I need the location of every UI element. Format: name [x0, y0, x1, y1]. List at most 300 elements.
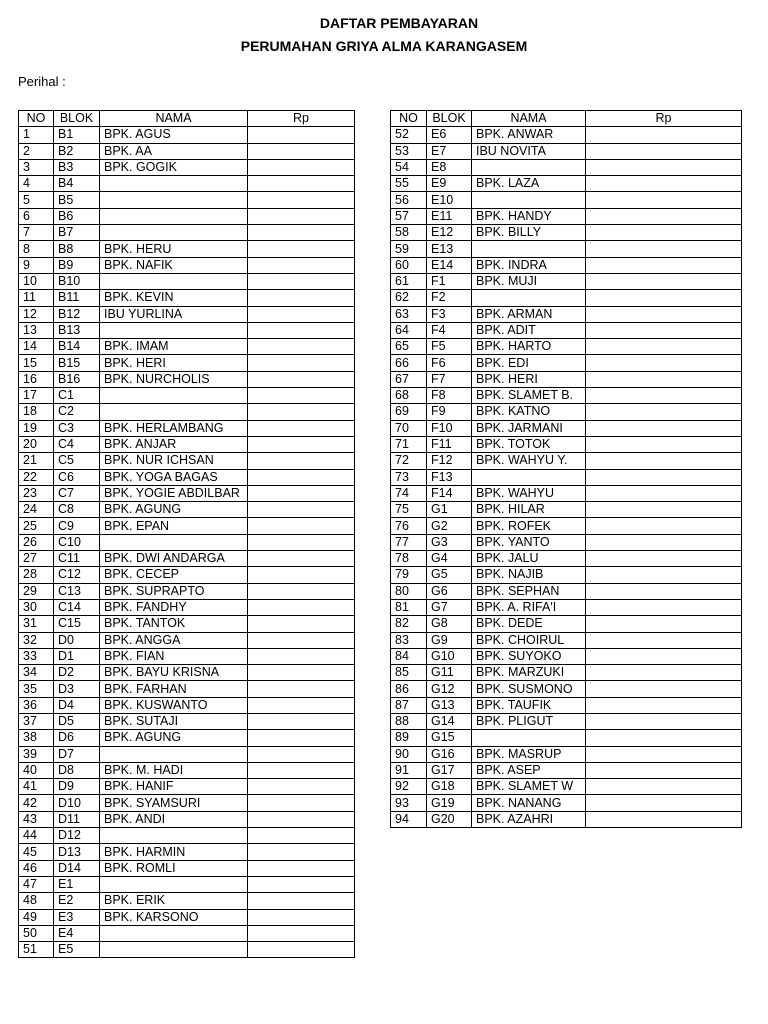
cell-no: 12 [19, 306, 54, 322]
cell-rp [248, 860, 355, 876]
cell-blok: C7 [54, 485, 100, 501]
cell-no: 54 [391, 159, 427, 175]
cell-nama: BPK. AGUNG [100, 502, 248, 518]
cell-nama: BPK. BAYU KRISNA [100, 665, 248, 681]
cell-blok: C13 [54, 583, 100, 599]
table-row [19, 779, 355, 795]
cell-blok: G10 [427, 648, 472, 664]
header-nama: NAMA [100, 111, 248, 127]
table-row [19, 713, 355, 729]
header-rp: Rp [586, 111, 742, 127]
header-blok: BLOK [427, 111, 472, 127]
cell-blok: D1 [54, 648, 100, 664]
cell-rp [586, 583, 742, 599]
cell-blok: E6 [427, 127, 472, 143]
cell-nama: BPK. HERLAMBANG [100, 420, 248, 436]
cell-no: 78 [391, 551, 427, 567]
cell-blok: G2 [427, 518, 472, 534]
cell-rp [248, 404, 355, 420]
cell-rp [248, 632, 355, 648]
table-row [19, 762, 355, 778]
cell-no: 91 [391, 762, 427, 778]
cell-blok: F8 [427, 388, 472, 404]
cell-nama: BPK. NURCHOLIS [100, 371, 248, 387]
cell-no: 55 [391, 176, 427, 192]
table-row [391, 453, 742, 469]
cell-nama [472, 469, 586, 485]
cell-blok: C9 [54, 518, 100, 534]
cell-nama: BPK. ANJAR [100, 436, 248, 452]
cell-rp [248, 811, 355, 827]
cell-nama: BPK. M. HADI [100, 762, 248, 778]
cell-no: 76 [391, 518, 427, 534]
cell-nama: BPK. ROMLI [100, 860, 248, 876]
cell-no: 70 [391, 420, 427, 436]
cell-nama [100, 208, 248, 224]
cell-nama [100, 176, 248, 192]
table-row [391, 681, 742, 697]
table-row [391, 404, 742, 420]
cell-rp [248, 420, 355, 436]
cell-rp [248, 762, 355, 778]
cell-nama: BPK. JARMANI [472, 420, 586, 436]
cell-rp [248, 257, 355, 273]
cell-rp [586, 762, 742, 778]
cell-no: 20 [19, 436, 54, 452]
cell-rp [248, 241, 355, 257]
cell-rp [586, 322, 742, 338]
table-row [19, 811, 355, 827]
cell-rp [586, 225, 742, 241]
cell-no: 72 [391, 453, 427, 469]
cell-nama: BPK. BILLY [472, 225, 586, 241]
cell-nama: BPK. HERU [100, 241, 248, 257]
cell-no: 79 [391, 567, 427, 583]
table-row [391, 746, 742, 762]
cell-blok: F7 [427, 371, 472, 387]
cell-blok: D12 [54, 828, 100, 844]
table-row [19, 404, 355, 420]
cell-blok: E7 [427, 143, 472, 159]
cell-rp [586, 339, 742, 355]
cell-no: 57 [391, 208, 427, 224]
cell-rp [248, 567, 355, 583]
cell-blok: G16 [427, 746, 472, 762]
table-row [19, 648, 355, 664]
cell-no: 7 [19, 225, 54, 241]
table-row [391, 371, 742, 387]
cell-nama: BPK. INDRA [472, 257, 586, 273]
cell-no: 3 [19, 159, 54, 175]
table-row [19, 241, 355, 257]
cell-no: 38 [19, 730, 54, 746]
table-row [391, 127, 742, 143]
cell-no: 6 [19, 208, 54, 224]
cell-nama [472, 241, 586, 257]
cell-no: 80 [391, 583, 427, 599]
cell-blok: G18 [427, 779, 472, 795]
cell-blok: B12 [54, 306, 100, 322]
table-row [19, 502, 355, 518]
cell-no: 83 [391, 632, 427, 648]
cell-no: 59 [391, 241, 427, 257]
cell-rp [586, 388, 742, 404]
cell-no: 67 [391, 371, 427, 387]
cell-rp [586, 599, 742, 615]
cell-no: 50 [19, 925, 54, 941]
cell-blok: D5 [54, 713, 100, 729]
cell-nama: BPK. YANTO [472, 534, 586, 550]
cell-nama: BPK. IMAM [100, 339, 248, 355]
cell-rp [586, 567, 742, 583]
header-nama: NAMA [472, 111, 586, 127]
cell-blok: D0 [54, 632, 100, 648]
cell-blok: B11 [54, 290, 100, 306]
cell-no: 17 [19, 388, 54, 404]
cell-blok: E5 [54, 942, 100, 958]
cell-blok: C8 [54, 502, 100, 518]
table-row [391, 648, 742, 664]
cell-rp [248, 322, 355, 338]
cell-no: 21 [19, 453, 54, 469]
cell-rp [586, 518, 742, 534]
cell-no: 65 [391, 339, 427, 355]
table-row [391, 713, 742, 729]
table-row [19, 257, 355, 273]
cell-nama: BPK. SUYOKO [472, 648, 586, 664]
cell-blok: C10 [54, 534, 100, 550]
cell-rp [248, 290, 355, 306]
cell-blok: B6 [54, 208, 100, 224]
table-row [391, 518, 742, 534]
cell-blok: E9 [427, 176, 472, 192]
cell-rp [586, 713, 742, 729]
cell-blok: F14 [427, 485, 472, 501]
cell-no: 23 [19, 485, 54, 501]
cell-nama: BPK. AGUS [100, 127, 248, 143]
cell-nama: BPK. MUJI [472, 273, 586, 289]
cell-nama: BPK. EDI [472, 355, 586, 371]
table-row [19, 469, 355, 485]
table-row [391, 257, 742, 273]
table-row [19, 290, 355, 306]
cell-no: 58 [391, 225, 427, 241]
cell-blok: B10 [54, 273, 100, 289]
cell-no: 82 [391, 616, 427, 632]
cell-blok: C4 [54, 436, 100, 452]
cell-nama: BPK. SUSMONO [472, 681, 586, 697]
cell-no: 84 [391, 648, 427, 664]
table-row [19, 795, 355, 811]
cell-no: 62 [391, 290, 427, 306]
table-row [19, 551, 355, 567]
cell-rp [586, 485, 742, 501]
cell-rp [248, 681, 355, 697]
cell-nama: BPK. HANDY [472, 208, 586, 224]
cell-blok: G5 [427, 567, 472, 583]
table-row [19, 893, 355, 909]
payment-table-right [390, 110, 742, 828]
cell-nama: BPK. GOGIK [100, 159, 248, 175]
cell-nama: BPK. FARHAN [100, 681, 248, 697]
table-row [19, 420, 355, 436]
cell-no: 26 [19, 534, 54, 550]
cell-nama: BPK. A. RIFA'I [472, 599, 586, 615]
cell-rp [248, 436, 355, 452]
cell-blok: E4 [54, 925, 100, 941]
cell-nama: BPK. SUTAJI [100, 713, 248, 729]
table-row [19, 876, 355, 892]
cell-no: 25 [19, 518, 54, 534]
cell-rp [248, 159, 355, 175]
cell-no: 51 [19, 942, 54, 958]
cell-blok: G4 [427, 551, 472, 567]
cell-no: 48 [19, 893, 54, 909]
cell-rp [248, 534, 355, 550]
cell-rp [586, 404, 742, 420]
cell-blok: G6 [427, 583, 472, 599]
cell-nama [100, 322, 248, 338]
cell-no: 71 [391, 436, 427, 452]
table-row [19, 485, 355, 501]
cell-blok: B4 [54, 176, 100, 192]
cell-rp [248, 844, 355, 860]
cell-nama [100, 225, 248, 241]
cell-no: 45 [19, 844, 54, 860]
cell-nama: BPK. HERI [100, 355, 248, 371]
cell-nama: BPK. DEDE [472, 616, 586, 632]
cell-nama: IBU YURLINA [100, 306, 248, 322]
table-row [19, 436, 355, 452]
cell-nama: BPK. NANANG [472, 795, 586, 811]
cell-rp [248, 127, 355, 143]
table-row [19, 192, 355, 208]
cell-rp [248, 583, 355, 599]
cell-blok: C14 [54, 599, 100, 615]
table-row [19, 860, 355, 876]
cell-nama: BPK. JALU [472, 551, 586, 567]
cell-no: 86 [391, 681, 427, 697]
cell-nama: BPK. MARZUKI [472, 665, 586, 681]
cell-no: 93 [391, 795, 427, 811]
table-row [391, 273, 742, 289]
cell-nama [472, 290, 586, 306]
cell-blok: B2 [54, 143, 100, 159]
cell-blok: F12 [427, 453, 472, 469]
cell-nama [100, 828, 248, 844]
cell-no: 75 [391, 502, 427, 518]
cell-blok: B14 [54, 339, 100, 355]
cell-no: 81 [391, 599, 427, 615]
cell-no: 19 [19, 420, 54, 436]
cell-no: 27 [19, 551, 54, 567]
cell-no: 10 [19, 273, 54, 289]
cell-no: 33 [19, 648, 54, 664]
cell-nama: BPK. KARSONO [100, 909, 248, 925]
table-row [19, 518, 355, 534]
cell-rp [248, 192, 355, 208]
cell-blok: C2 [54, 404, 100, 420]
table-row [19, 225, 355, 241]
cell-nama: BPK. AA [100, 143, 248, 159]
cell-no: 47 [19, 876, 54, 892]
cell-no: 63 [391, 306, 427, 322]
table-row [391, 697, 742, 713]
cell-rp [586, 665, 742, 681]
cell-no: 43 [19, 811, 54, 827]
cell-blok: E2 [54, 893, 100, 909]
cell-no: 37 [19, 713, 54, 729]
cell-blok: G11 [427, 665, 472, 681]
table-row [391, 339, 742, 355]
cell-blok: B15 [54, 355, 100, 371]
cell-blok: B9 [54, 257, 100, 273]
cell-nama: BPK. SUPRAPTO [100, 583, 248, 599]
table-row [19, 599, 355, 615]
cell-no: 74 [391, 485, 427, 501]
cell-nama [100, 942, 248, 958]
table-row [19, 534, 355, 550]
cell-nama: BPK. AZAHRI [472, 811, 586, 827]
cell-blok: G12 [427, 681, 472, 697]
table-row [19, 322, 355, 338]
cell-blok: F5 [427, 339, 472, 355]
cell-blok: E11 [427, 208, 472, 224]
cell-no: 28 [19, 567, 54, 583]
cell-rp [248, 225, 355, 241]
cell-rp [586, 192, 742, 208]
cell-blok: F13 [427, 469, 472, 485]
cell-rp [586, 290, 742, 306]
table-header-row [391, 111, 742, 127]
table-row [391, 762, 742, 778]
table-row [19, 176, 355, 192]
cell-no: 44 [19, 828, 54, 844]
cell-rp [248, 779, 355, 795]
cell-nama: BPK. HILAR [472, 502, 586, 518]
header-no: NO [19, 111, 54, 127]
table-row [19, 127, 355, 143]
table-row [391, 225, 742, 241]
cell-no: 73 [391, 469, 427, 485]
cell-rp [248, 665, 355, 681]
cell-blok: D4 [54, 697, 100, 713]
cell-nama: IBU NOVITA [472, 143, 586, 159]
table-row [391, 192, 742, 208]
cell-blok: G14 [427, 713, 472, 729]
cell-rp [586, 795, 742, 811]
table-row [19, 942, 355, 958]
cell-blok: B5 [54, 192, 100, 208]
cell-nama: BPK. NUR ICHSAN [100, 453, 248, 469]
cell-rp [586, 469, 742, 485]
cell-rp [586, 306, 742, 322]
table-row [391, 420, 742, 436]
table-row [391, 388, 742, 404]
header-rp: Rp [248, 111, 355, 127]
table-header-row [19, 111, 355, 127]
cell-nama: BPK. ASEP [472, 762, 586, 778]
table-row [391, 795, 742, 811]
table-row [19, 306, 355, 322]
cell-rp [586, 730, 742, 746]
cell-blok: C1 [54, 388, 100, 404]
table-row [19, 388, 355, 404]
cell-nama [100, 192, 248, 208]
cell-no: 92 [391, 779, 427, 795]
table-row [391, 322, 742, 338]
cell-nama: BPK. NAFIK [100, 257, 248, 273]
table-row [391, 502, 742, 518]
table-row [19, 697, 355, 713]
table-row [19, 567, 355, 583]
header-blok: BLOK [54, 111, 100, 127]
cell-no: 11 [19, 290, 54, 306]
cell-rp [586, 273, 742, 289]
perihal-label: Perihal : [18, 74, 66, 89]
cell-rp [586, 648, 742, 664]
cell-nama: BPK. PLIGUT [472, 713, 586, 729]
cell-nama: BPK. SEPHAN [472, 583, 586, 599]
cell-rp [248, 273, 355, 289]
cell-rp [586, 746, 742, 762]
table-row [19, 828, 355, 844]
cell-rp [586, 436, 742, 452]
cell-no: 64 [391, 322, 427, 338]
table-row [19, 371, 355, 387]
cell-blok: G8 [427, 616, 472, 632]
table-row [391, 143, 742, 159]
cell-nama: BPK. WAHYU Y. [472, 453, 586, 469]
document-subtitle: PERUMAHAN GRIYA ALMA KARANGASEM [240, 38, 528, 54]
table-row [391, 551, 742, 567]
cell-no: 32 [19, 632, 54, 648]
cell-nama: BPK. FANDHY [100, 599, 248, 615]
cell-nama: BPK. HERI [472, 371, 586, 387]
cell-blok: D2 [54, 665, 100, 681]
table-row [391, 469, 742, 485]
cell-no: 56 [391, 192, 427, 208]
cell-nama: BPK. TANTOK [100, 616, 248, 632]
cell-nama: BPK. TAUFIK [472, 697, 586, 713]
cell-blok: G17 [427, 762, 472, 778]
cell-blok: D3 [54, 681, 100, 697]
cell-rp [248, 502, 355, 518]
cell-blok: E8 [427, 159, 472, 175]
cell-nama: BPK. ANDI [100, 811, 248, 827]
cell-no: 39 [19, 746, 54, 762]
cell-nama [472, 192, 586, 208]
cell-nama [100, 404, 248, 420]
cell-rp [586, 534, 742, 550]
cell-blok: D14 [54, 860, 100, 876]
cell-blok: D9 [54, 779, 100, 795]
cell-rp [586, 176, 742, 192]
cell-blok: B16 [54, 371, 100, 387]
cell-nama: BPK. EPAN [100, 518, 248, 534]
cell-nama: BPK. FIAN [100, 648, 248, 664]
cell-blok: F4 [427, 322, 472, 338]
cell-no: 69 [391, 404, 427, 420]
cell-rp [586, 355, 742, 371]
cell-nama: BPK. HARTO [472, 339, 586, 355]
cell-no: 4 [19, 176, 54, 192]
cell-nama: BPK. ROFEK [472, 518, 586, 534]
cell-blok: G13 [427, 697, 472, 713]
cell-nama: BPK. WAHYU [472, 485, 586, 501]
cell-blok: E13 [427, 241, 472, 257]
cell-rp [248, 599, 355, 615]
